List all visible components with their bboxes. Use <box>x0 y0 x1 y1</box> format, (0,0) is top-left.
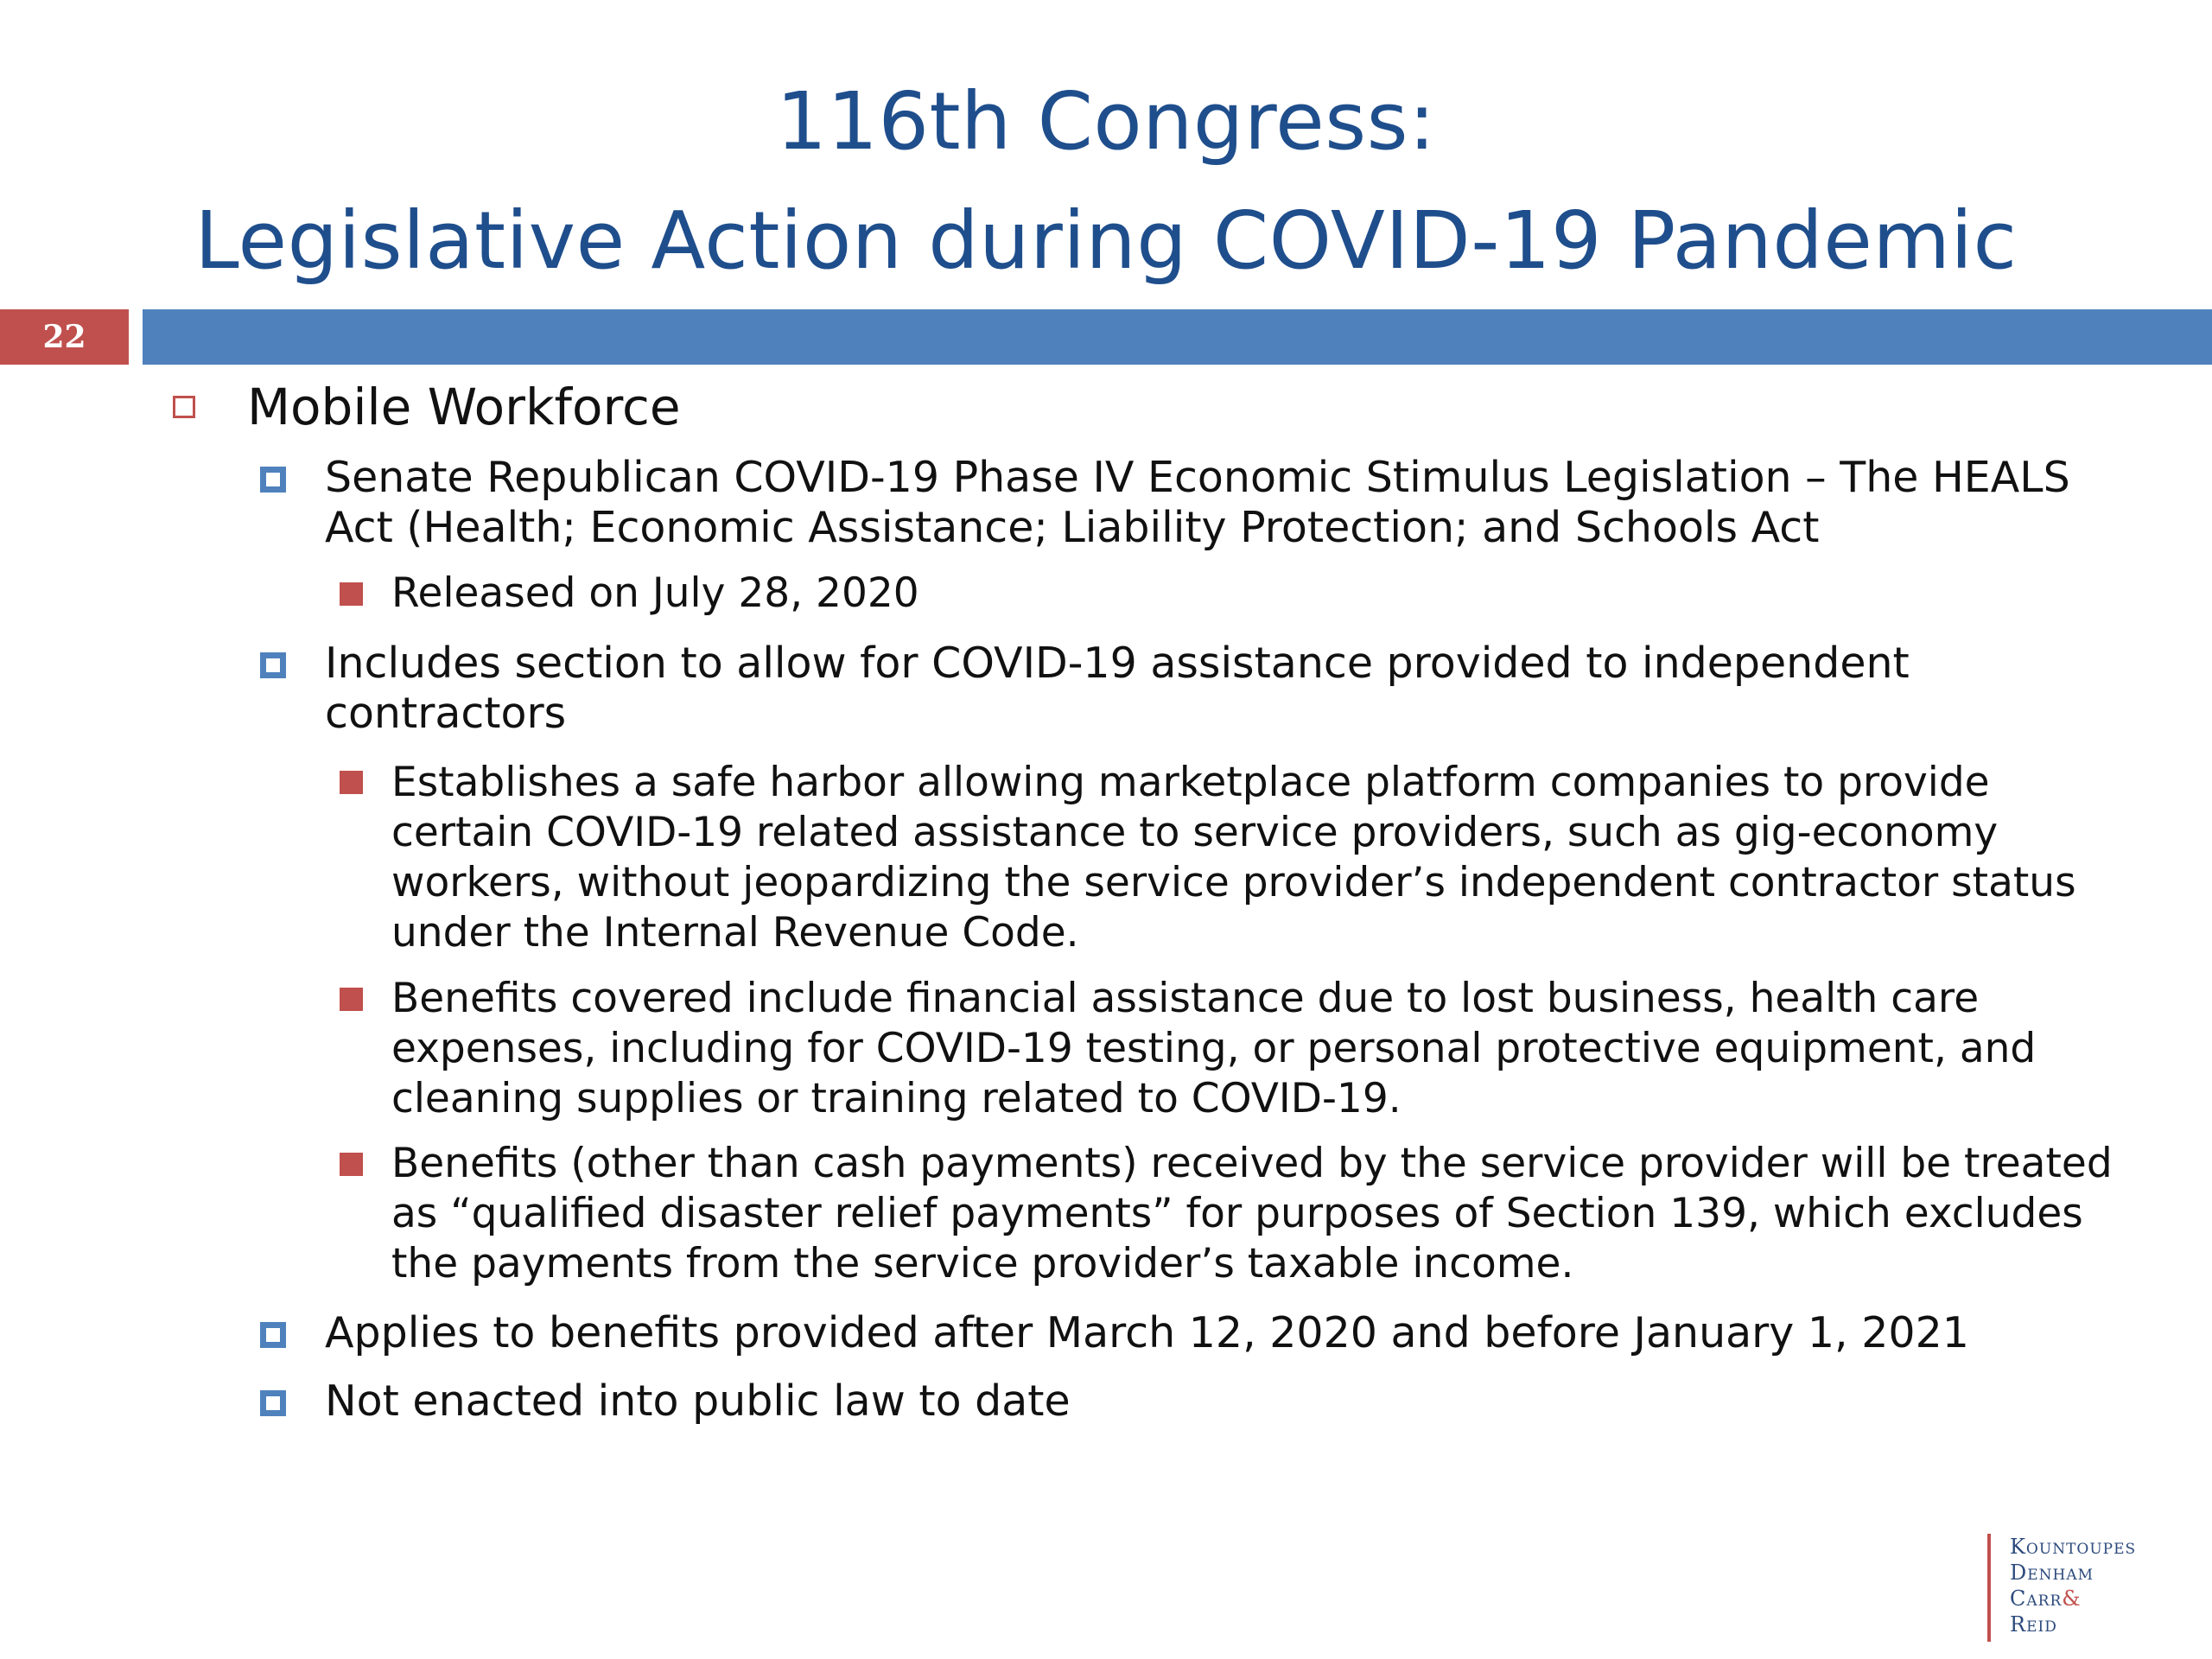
list-item-level-2: Includes section to allow for COVID-19 assistance provided to independent contractors <box>325 639 1910 738</box>
firm-logo <box>1987 1534 2136 1642</box>
square-bullet-icon <box>260 467 286 493</box>
logo-ampersand: & <box>2062 1586 2082 1611</box>
square-bullet-icon <box>260 1390 286 1416</box>
slide-title-line-2: Legislative Action during COVID-19 Pandemic <box>194 194 2018 287</box>
filled-square-bullet-icon <box>340 988 363 1011</box>
slide-title-line-1: 116th Congress: <box>776 75 1436 168</box>
list-item-level-2: Senate Republican COVID-19 Phase IV Economic Stimulus Legislation – The HEALS Act (Health; Economic Assistance; Liability Protection; and Schools Act <box>325 453 2070 552</box>
list-item-level-3: Benefits covered include financial assistance due to lost business, health care expenses, including for COVID-19 testing, or personal protective equipment, and cleaning supplies or training related to COVID-19. <box>391 975 2037 1122</box>
logo-line-4: Reid <box>2010 1612 2057 1637</box>
list-item-level-3: Establishes a safe harbor allowing marketplace platform companies to provide certain COVID-19 related assistance to service providers, such as gig-economy workers, without jeopardizing the service provider’s independent contractor status under the Internal Revenue Code. <box>391 759 2076 957</box>
logo-line-2: Denham <box>2010 1560 2094 1585</box>
slide-number: 22 <box>0 309 129 365</box>
logo-line-1: Kountoupes <box>2010 1535 2137 1559</box>
list-item-level-2: Applies to benefits provided after March 12, 2020 and before January 1, 2021 <box>325 1308 1969 1357</box>
logo-carr: Carr <box>2010 1586 2063 1611</box>
list-item-level-2: Not enacted into public law to date <box>325 1376 1071 1426</box>
list-item-level-3: Benefits (other than cash payments) received by the service provider will be treated as “qualified disaster relief payments” for purposes of Section 139, which excludes the payments from the service provider’s taxable income. <box>391 1140 2113 1287</box>
filled-square-bullet-icon <box>340 582 363 606</box>
filled-square-bullet-icon <box>340 771 363 794</box>
square-bullet-icon <box>260 652 286 678</box>
list-item-level-3: Released on July 28, 2020 <box>391 569 919 617</box>
logo-line-3 <box>2010 1586 2136 1611</box>
filled-square-bullet-icon <box>340 1153 363 1176</box>
square-bullet-icon <box>260 1322 286 1348</box>
content-heading: Mobile Workforce <box>247 378 681 436</box>
hollow-square-bullet-icon <box>173 396 195 418</box>
